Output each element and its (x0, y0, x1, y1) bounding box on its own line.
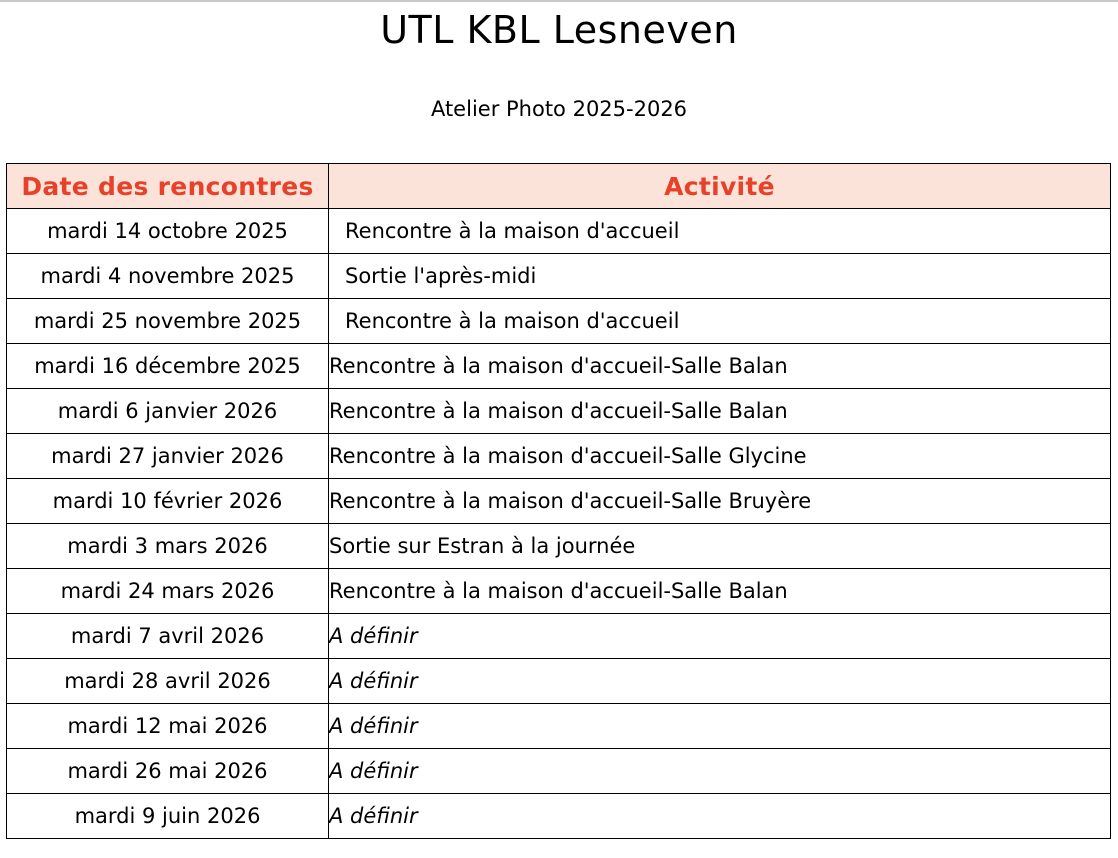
row-activity: A définir (329, 704, 1111, 749)
row-activity: Rencontre à la maison d'accueil-Salle Bruyère (329, 479, 1111, 524)
page-title: UTL KBL Lesneven (380, 8, 738, 52)
row-date: mardi 12 mai 2026 (7, 704, 329, 749)
row-date: mardi 26 mai 2026 (7, 749, 329, 794)
row-activity: Rencontre à la maison d'accueil-Salle Balan (329, 389, 1111, 434)
row-date: mardi 25 novembre 2025 (7, 299, 329, 344)
row-date: mardi 27 janvier 2026 (7, 434, 329, 479)
table-row (7, 254, 1111, 299)
page-subtitle: Atelier Photo 2025-2026 (430, 97, 688, 121)
row-date: mardi 3 mars 2026 (7, 524, 329, 569)
row-activity: A définir (329, 749, 1111, 794)
table-row (7, 299, 1111, 344)
row-activity: A définir (329, 794, 1111, 839)
table-row (7, 749, 1111, 794)
row-activity: Rencontre à la maison d'accueil (329, 299, 1111, 344)
row-activity: Rencontre à la maison d'accueil (329, 209, 1111, 254)
row-activity: Sortie l'après-midi (329, 254, 1111, 299)
row-date: mardi 9 juin 2026 (7, 794, 329, 839)
row-activity: A définir (329, 659, 1111, 704)
table-header-row (7, 164, 1111, 209)
row-activity: Rencontre à la maison d'accueil-Salle Balan (329, 569, 1111, 614)
table-row (7, 479, 1111, 524)
table-row (7, 794, 1111, 839)
top-divider (0, 0, 1118, 2)
table-row (7, 344, 1111, 389)
row-date: mardi 4 novembre 2025 (7, 254, 329, 299)
table-row (7, 434, 1111, 479)
row-activity: Rencontre à la maison d'accueil-Salle Glycine (329, 434, 1111, 479)
table-row (7, 389, 1111, 434)
row-date: mardi 16 décembre 2025 (7, 344, 329, 389)
row-activity: Rencontre à la maison d'accueil-Salle Balan (329, 344, 1111, 389)
table-row (7, 569, 1111, 614)
row-date: mardi 14 octobre 2025 (7, 209, 329, 254)
row-date: mardi 6 janvier 2026 (7, 389, 329, 434)
table-row (7, 659, 1111, 704)
table-row (7, 614, 1111, 659)
table-row (7, 209, 1111, 254)
table-row (7, 524, 1111, 569)
table-row (7, 704, 1111, 749)
row-date: mardi 7 avril 2026 (7, 614, 329, 659)
row-activity: Sortie sur Estran à la journée (329, 524, 1111, 569)
schedule-table (6, 163, 1111, 839)
row-activity: A définir (329, 614, 1111, 659)
row-date: mardi 10 février 2026 (7, 479, 329, 524)
header-date: Date des rencontres (7, 164, 329, 209)
row-date: mardi 28 avril 2026 (7, 659, 329, 704)
header-activity: Activité (329, 164, 1111, 209)
row-date: mardi 24 mars 2026 (7, 569, 329, 614)
